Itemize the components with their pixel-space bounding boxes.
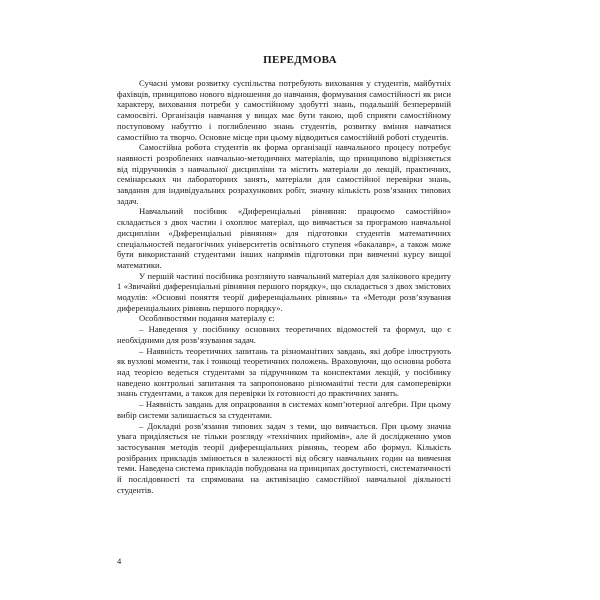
list-item: – Наведення у посібнику основних теоретичних відомостей та формул, що є необхідними для розв’язування задач. — [117, 324, 451, 345]
list-item: – Докладні розв’язання типових задач з теми, що вивчається. При цьому значна увага приділяється не тільки розгляду «технічних прийомів», але й дослідженню умов застосування методів теорії диференціальних рівнянь, теорем або формул. Кількість розібраних прикладів змінюється в залежності від обсягу навчальних годин на вивчення теми. Наведена система прикладів побудована на принципах доступності, систематичності й послідовності та спрямована на активізацію самостійної навчальної діяльності студентів. — [117, 420, 451, 495]
list-item: – Наявність теоретичних запитань та різноманітних завдань, які добре ілюструють як вузлові моменти, так і тонкощі теоретичних положень. Враховуючи, що основна робота над теорією ведеться студентами за підручником та конспектами лекцій, у посібнику наведено контрольні запитання та запропоновано різноманітні тести для самоперевірки знань студентами, а також для перевірки їх готовності до практичних занять. — [117, 345, 451, 399]
paragraph: Сучасні умови розвитку суспільства потребують виховання у студентів, майбутніх фахівців, принципово нового відношення до навчання, формування самостійності як риси характеру, виховання потреби у самостійному здобутті знань, подальшій безперервній самоосвіті. Організація навчання у вищах має бути такою, щоб сприяти самостійному поступовому набуттю і поглибленню знань студентів, розвитку вміння навчатися самостійно та творчо. Основне місце при цьому відводиться самостійній роботі студентів. — [117, 78, 451, 142]
paragraph: Навчальний посібник «Диференціальні рівняння: працюємо самостійно» складається з двох частин і охоплює матеріал, що вивчається за програмою навчальної дисципліни «Диференціальні рівняння» для підготовки студентів математичних спеціальностей педагогічних університетів освітнього ступеня «бакалавр», а також може бути використаний студентами інших напрямів підготовки при вивченні курсу вищої математики. — [117, 206, 451, 270]
page-number: 4 — [117, 556, 122, 566]
page-title: ПЕРЕДМОВА — [263, 54, 337, 66]
paragraph: Особливостями подання матеріалу є: — [139, 313, 275, 324]
paragraph: Самостійна робота студентів як форма організації навчального процесу потребує наявності розроблених навчально-методичних матеріалів, що принципово відрізняється від підручників з навчальної дисципліни та містить матеріали до лекцій, практичних, семінарських чи лабораторних занять, матеріали для самостійної перевірки знань, завдання для індивідуальних розрахункових робіт, значну кількість розв’язаних типових задач. — [117, 142, 451, 206]
body-text — [117, 78, 451, 495]
list-item: – Наявність завдань для опрацювання в системах комп’ютерної алгебри. При цьому вибір системи залишається за студентами. — [117, 399, 451, 420]
paragraph: У першій частині посібника розглянуто навчальний матеріал для залікового кредиту 1 «Звичайні диференціальні рівняння першого порядку», що складається з двох змістових модулів: «Основні поняття теорії диференціальних рівнянь» та «Методи розв’язування диференціальних рівнянь першого порядку». — [117, 270, 451, 313]
